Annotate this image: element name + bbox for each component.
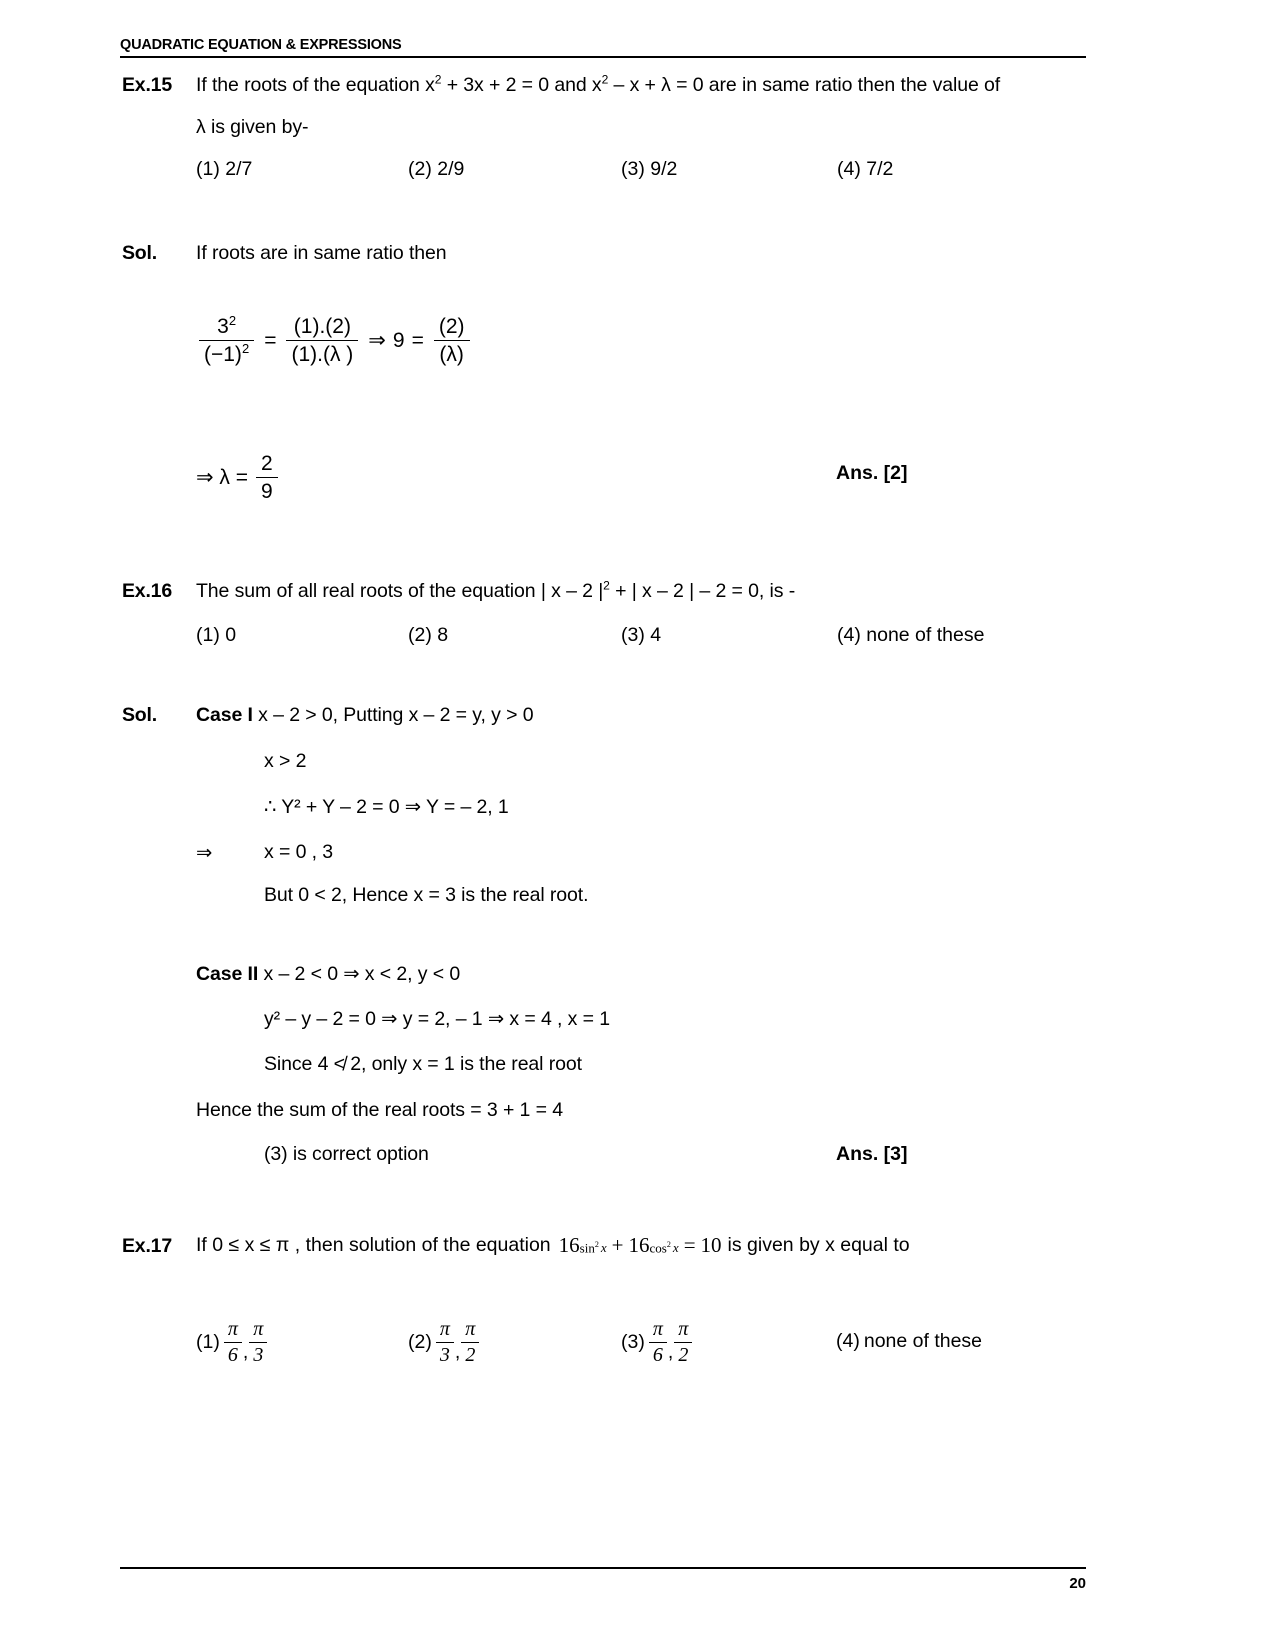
eq17-exp1-var: x (600, 1240, 607, 1255)
option-ex15-1[interactable]: (1) 2/7 (196, 158, 253, 180)
result-fraction (256, 452, 278, 503)
option-ex16-4[interactable]: (4) none of these (837, 624, 985, 646)
header-title: QUADRATIC EQUATION & EXPRESSIONS (120, 37, 402, 53)
o173b-den: 2 (678, 1344, 689, 1366)
equation-ex17 (559, 1233, 722, 1258)
eq17-equals: = (683, 1233, 696, 1257)
solution-label-ex16: Sol. (122, 704, 157, 726)
eq17-exp2-sup: 2 (666, 1239, 671, 1249)
option-ex16-1[interactable]: (1) 0 (196, 624, 237, 646)
option-ex17-3[interactable] (621, 1318, 692, 1367)
value-nine: 9 (392, 328, 405, 352)
option-ex17-2[interactable] (408, 1318, 479, 1367)
q15-text-b: + 3x + 2 = 0 and x (441, 74, 602, 96)
q17-text-a: If 0 ≤ x ≤ π , then solution of the equation (196, 1234, 551, 1256)
fraction-rhs (434, 315, 470, 366)
fraction-lhs-denominator (199, 341, 254, 367)
fraction-lhs-numerator (199, 315, 254, 341)
option-ex17-2-prefix: (2) (408, 1331, 432, 1353)
equation-ex15 (196, 315, 473, 366)
q15-text-a: If the roots of the equation x (196, 74, 435, 96)
eq17-exp2-var: x (672, 1240, 679, 1255)
q15-sup-1: 2 (434, 72, 442, 87)
eq17-exp1 (579, 1239, 607, 1255)
option-ex17-3-frac-a (649, 1318, 667, 1367)
option-ex15-2[interactable]: (2) 2/9 (408, 158, 465, 180)
option-ex17-2-comma: , (454, 1341, 461, 1363)
option-ex17-4-text: none of these (863, 1330, 983, 1352)
result-prefix: ⇒ λ = (196, 466, 249, 490)
problem-question-ex17 (196, 1233, 910, 1258)
lhs-num-sup: 2 (228, 313, 237, 328)
fraction-mid-denominator: (1).(λ ) (291, 342, 354, 366)
option-ex17-3-prefix: (3) (621, 1331, 645, 1353)
option-ex17-1-prefix: (1) (196, 1331, 220, 1353)
eq17-exp2 (649, 1239, 679, 1255)
header-divider (120, 56, 1086, 58)
option-ex16-2[interactable]: (2) 8 (408, 624, 449, 646)
equals-sign-2: = (411, 328, 424, 352)
eq17-plus: + (611, 1233, 624, 1257)
q15-sup-2: 2 (601, 72, 609, 87)
result-ex15 (196, 452, 281, 503)
option-ex17-3-frac-b (674, 1318, 692, 1367)
solution-line-x-values: x = 0 , 3 (264, 841, 334, 863)
implies-arrow-icon: ⇒ (368, 329, 386, 353)
case1-text: x – 2 > 0, Putting x – 2 = y, y > 0 (252, 704, 534, 726)
solution-line-case1 (196, 704, 533, 727)
q17-text-b: is given by x equal to (727, 1234, 910, 1256)
eq17-base2: 16 (628, 1233, 650, 1257)
result-numerator: 2 (256, 452, 278, 478)
eq17-exp1-sup: 2 (594, 1239, 599, 1249)
option-ex17-2-frac-b (461, 1318, 479, 1367)
problem-label-ex16: Ex.16 (122, 580, 172, 602)
page-header (120, 38, 1086, 58)
solution-line-quadratic-y: ∴ Y² + Y – 2 = 0 ⇒ Y = – 2, 1 (264, 796, 509, 818)
problem-label-ex17: Ex.17 (122, 1235, 172, 1257)
option-ex17-3-comma: , (667, 1341, 674, 1363)
o171a-num: π (224, 1318, 242, 1343)
eq17-rhs: 10 (700, 1233, 722, 1257)
lhs-den-base: (−1) (204, 342, 242, 366)
fraction-rhs-numerator: (2) (434, 315, 470, 341)
answer-ex16: Ans. [3] (836, 1143, 908, 1165)
o172a-den: 3 (439, 1344, 450, 1366)
fraction-mid-numerator: (1).(2) (286, 315, 358, 341)
o172a-num: π (436, 1318, 454, 1343)
fraction-lhs (199, 315, 254, 366)
problem-question-ex15-line1 (196, 74, 1000, 97)
o172b-den: 2 (465, 1344, 476, 1366)
option-ex17-1-frac-b (249, 1318, 267, 1367)
o171b-num: π (249, 1318, 267, 1343)
eq17-exp1-fn: sin (579, 1240, 595, 1255)
solution-line-case2 (196, 962, 460, 986)
footer-divider (120, 1567, 1086, 1569)
lhs-den-sup: 2 (241, 340, 250, 356)
solution-line-real-root-case2: Since 4 ≮ 2, only x = 1 is the real root (264, 1053, 582, 1075)
answer-ex15: Ans. [2] (836, 462, 908, 484)
o173b-num: π (674, 1318, 692, 1343)
o171a-den: 6 (227, 1344, 238, 1366)
o171b-den: 3 (253, 1344, 264, 1366)
problem-label-ex15: Ex.15 (122, 74, 172, 96)
result-denominator: 9 (261, 479, 273, 503)
solution-label-ex15: Sol. (122, 242, 157, 264)
option-ex17-1-frac-a (224, 1318, 242, 1367)
problem-question-ex15-line2: λ is given by- (196, 116, 309, 138)
solution-line-sum-of-roots: Hence the sum of the real roots = 3 + 1 = 4 (196, 1099, 563, 1121)
solution-line-x-greater-2: x > 2 (264, 750, 307, 772)
case2-text: x – 2 < 0 ⇒ x < 2, y < 0 (258, 963, 461, 985)
implies-arrow-icon-ex16: ⇒ (196, 842, 213, 864)
option-ex17-4-prefix: (4) (836, 1330, 860, 1352)
option-ex15-4[interactable]: (4) 7/2 (837, 158, 894, 180)
case1-label: Case I (196, 704, 253, 726)
eq17-base1: 16 (558, 1233, 580, 1257)
o172b-num: π (461, 1318, 479, 1343)
q16-text-b: + | x – 2 | – 2 = 0, is - (609, 580, 796, 602)
page-footer (120, 1567, 1086, 1592)
solution-line-correct-option: (3) is correct option (264, 1143, 429, 1165)
o173a-den: 6 (652, 1344, 663, 1366)
option-ex15-3[interactable]: (3) 9/2 (621, 158, 678, 180)
option-ex17-1-comma: , (242, 1341, 249, 1363)
lhs-num-base: 3 (217, 315, 229, 338)
option-ex17-4[interactable] (836, 1330, 982, 1353)
q16-sup: 2 (603, 578, 610, 593)
o173a-num: π (649, 1318, 667, 1343)
eq17-exp2-fn: cos (649, 1240, 667, 1255)
solution-intro-ex15: If roots are in same ratio then (196, 242, 447, 264)
page-number: 20 (1069, 1575, 1086, 1592)
q16-text-a: The sum of all real roots of the equation | x – 2 | (196, 580, 604, 602)
option-ex16-3[interactable]: (3) 4 (621, 624, 662, 646)
option-ex17-2-frac-a (436, 1318, 454, 1367)
case2-label: Case II (196, 963, 259, 985)
q15-text-c: – x + λ = 0 are in same ratio then the value of (608, 74, 1001, 96)
solution-line-quadratic-y2: y² – y – 2 = 0 ⇒ y = 2, – 1 ⇒ x = 4 , x = 1 (264, 1008, 610, 1030)
fraction-mid (286, 315, 358, 366)
solution-line-real-root-case1: But 0 < 2, Hence x = 3 is the real root. (264, 884, 589, 906)
problem-question-ex16 (196, 580, 795, 603)
fraction-rhs-denominator: (λ) (439, 342, 464, 366)
equals-sign-1: = (264, 328, 277, 352)
option-ex17-1[interactable] (196, 1318, 267, 1367)
